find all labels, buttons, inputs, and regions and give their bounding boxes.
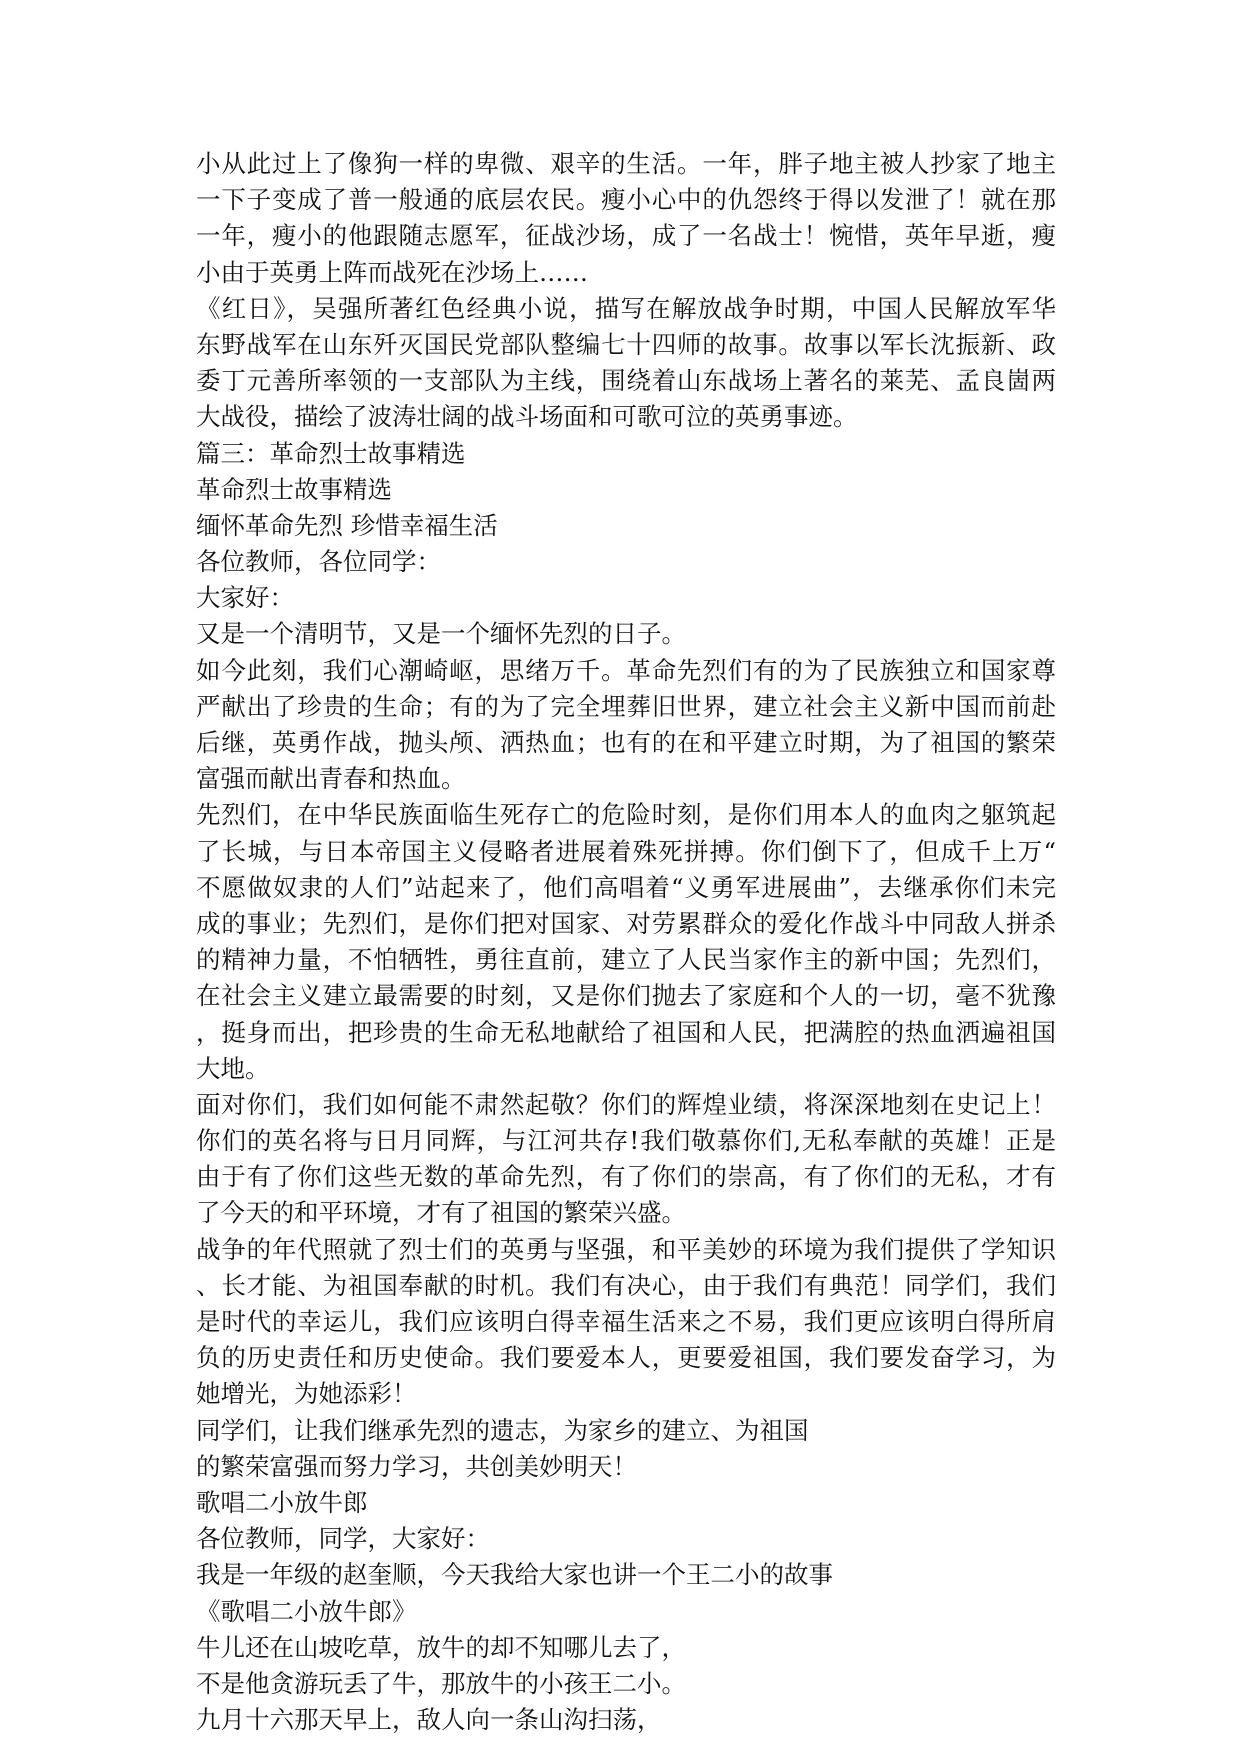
text-line: 又是一个清明节，又是一个缅怀先烈的日子。 (196, 619, 686, 649)
text-line: 富强而献出青春和热血。 (196, 764, 466, 794)
text-line: 一年，瘦小的他跟随志愿军，征战沙场，成了一名战士！惋惜，英年早逝，瘦 (196, 221, 1056, 251)
text-line: 大地。 (196, 1053, 270, 1083)
text-line: 歌唱二小放牛郎 (196, 1487, 368, 1517)
text-line: 后继，英勇作战，抛头颅、洒热血；也有的在和平建立时期，为了祖国的繁荣 (196, 728, 1056, 757)
text-line: 如今此刻，我们心潮崎岖，思绪万千。革命先烈们有的为了民族独立和国家尊 (196, 655, 1056, 685)
text-line: 革命烈士故事精选 (196, 474, 392, 504)
text-line: 是时代的幸运儿，我们应该明白得幸福生活来之不易，我们更应该明白得所肩 (196, 1307, 1056, 1336)
text-line: 牛儿还在山坡吃草，放牛的却不知哪儿去了， (196, 1632, 686, 1662)
text-line: 小从此过上了像狗一样的卑微、艰辛的生活。一年，胖子地主被人抄家了地主 (196, 149, 1056, 178)
text-line: 负的历史责任和历史使命。我们要爱本人，更要爱祖国，我们要发奋学习，为 (196, 1343, 1056, 1373)
text-line: 我是一年级的赵奎顺，今天我给大家也讲一个王二小的故事 (196, 1560, 833, 1590)
text-line: 面对你们，我们如何能不肃然起敬？你们的辉煌业绩，将深深地刻在史记上！ (196, 1089, 1056, 1119)
text-line: 她增光，为她添彩！ (196, 1379, 417, 1409)
text-line: 九月十六那天早上，敌人向一条山沟扫荡， (196, 1705, 662, 1735)
text-line: 在社会主义建立最需要的时刻，又是你们抛去了家庭和个人的一切，毫不犹豫 (196, 981, 1056, 1011)
text-line: 你们的英名将与日月同辉，与江河共存!我们敬慕你们,无私奉献的英雄！正是 (196, 1126, 1056, 1156)
text-line: 《红日》，吴强所著红色经典小说，描写在解放战争时期，中国人民解放军华 (196, 293, 1056, 323)
text-line: 各位教师，各位同学： (196, 547, 441, 577)
text-line: 东野战军在山东歼灭国民党部队整编七十四师的故事。故事以军长沈振新、政 (196, 329, 1056, 359)
text-line: 缅怀革命先烈 珍惜幸福生活 (196, 510, 498, 540)
text-line: 《歌唱二小放牛郎》 (196, 1596, 417, 1626)
text-line: 委丁元善所率领的一支部队为主线，围绕着山东战场上著名的莱芜、孟良崮两 (196, 366, 1056, 396)
text-line: 大家好： (196, 583, 294, 613)
text-line: 严献出了珍贵的生命；有的为了完全埋葬旧世界，建立社会主义新中国而前赴 (196, 691, 1056, 721)
text-line: 战争的年代照就了烈士们的英勇与坚强，和平美妙的环境为我们提供了学知识 (196, 1234, 1056, 1264)
text-line: 不愿做奴隶的人们”站起来了，他们高唱着“义勇军进展曲”，去继承你们未完 (196, 872, 1056, 902)
text-line: ，挺身而出，把珍贵的生命无私地献给了祖国和人民，把满腔的热血洒遍祖国 (196, 1017, 1056, 1047)
text-line: 了今天的和平环境，才有了祖国的繁荣兴盛。 (196, 1198, 686, 1228)
text-line: 先烈们，在中华民族面临生死存亡的危险时刻，是你们用本人的血肉之躯筑起 (196, 800, 1056, 830)
text-line: 、长才能、为祖国奉献的时机。我们有决心，由于我们有典范！同学们，我们 (196, 1270, 1056, 1300)
text-line: 大战役，描绘了波涛壮阔的战斗场面和可歌可泣的英勇事迹。 (196, 402, 858, 432)
document-body (196, 146, 1056, 1738)
text-line: 由于有了你们这些无数的革命先烈，有了你们的崇高，有了你们的无私，才有 (196, 1162, 1056, 1192)
text-line: 的精神力量，不怕牺牲，勇往直前，建立了人民当家作主的新中国；先烈们， (196, 945, 1056, 975)
text-line: 小由于英勇上阵而战死在沙场上…… (196, 257, 588, 287)
text-line: 了长城，与日本帝国主义侵略者进展着殊死拼搏。你们倒下了，但成千上万“ (196, 836, 1056, 866)
text-line: 一下子变成了普一般通的底层农民。瘦小心中的仇怨终于得以发泄了！就在那 (196, 185, 1056, 215)
text-line: 各位教师，同学，大家好： (196, 1524, 490, 1554)
text-line: 同学们，让我们继承先烈的遗志，为家乡的建立、为祖国 (196, 1415, 809, 1445)
text-line: 不是他贪游玩丢了牛，那放牛的小孩王二小。 (196, 1668, 686, 1698)
text-line: 的繁荣富强而努力学习，共创美妙明天！ (196, 1451, 637, 1481)
text-line: 成的事业；先烈们，是你们把对国家、对劳累群众的爱化作战斗中同敌人拼杀 (196, 908, 1056, 938)
text-line: 篇三：革命烈士故事精选 (196, 438, 466, 468)
